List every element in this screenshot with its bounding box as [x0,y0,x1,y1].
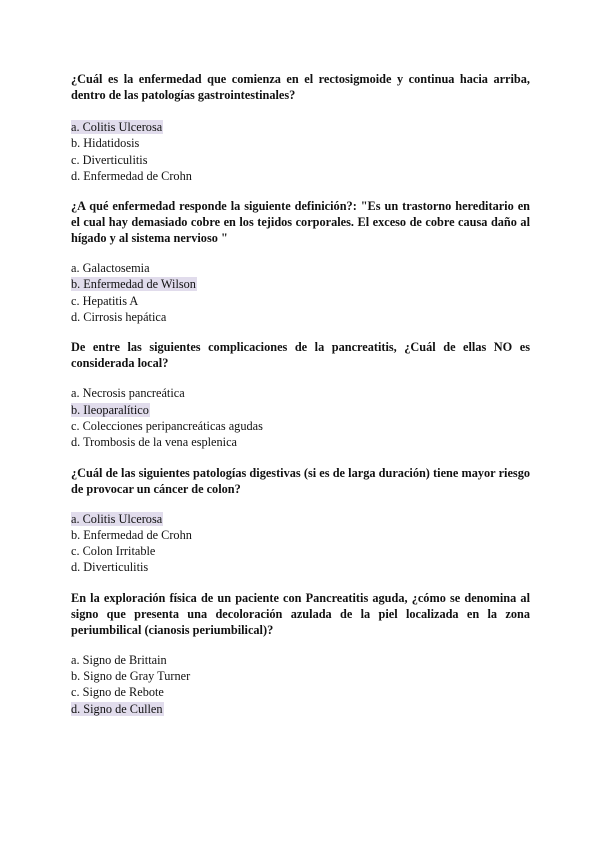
question-block-5 [71,590,530,717]
option-2a[interactable] [71,260,530,276]
question-text-2: ¿A qué enfermedad responde la siguiente definición?: "Es un trastorno hereditario en el cual hay demasiado cobre en los tejidos corporales. El exceso de cobre causa daño al hígado y al sistema nervioso " [71,199,530,246]
option-5c[interactable] [71,684,530,700]
option-label: c. Hepatitis A [71,293,139,308]
quiz-page [71,71,530,717]
option-3d[interactable] [71,434,530,450]
option-label: b. Enfermedad de Wilson [71,277,196,292]
option-1a[interactable] [71,119,530,135]
option-label: a. Colitis Ulcerosa [71,120,163,134]
option-3c[interactable] [71,418,530,434]
option-4c[interactable] [71,543,530,559]
option-1b[interactable] [71,135,530,151]
options-list-2 [71,260,530,325]
option-label: c. Colecciones peripancreáticas agudas [71,418,263,433]
option-label: b. Signo de Gray Turner [71,669,191,684]
option-3b[interactable] [71,402,530,418]
option-label: c. Signo de Rebote [71,685,164,700]
option-label: b. Hidatidosis [71,136,140,151]
option-3a[interactable] [71,385,530,401]
option-2b[interactable] [71,276,530,292]
question-block-4 [71,465,530,576]
question-text-4: ¿Cuál de las siguientes patologías digestivas (si es de larga duración) tiene mayor riesgo de provocar un cáncer de colon? [71,465,530,496]
question-text-5: En la exploración física de un paciente con Pancreatitis aguda, ¿cómo se denomina al signo que presenta una decoloración azulada de la piel localizada en la zona periumbilical (cianosis periumbilical)? [71,590,530,637]
option-5b[interactable] [71,668,530,684]
option-label: d. Signo de Cullen [71,701,163,716]
options-list-1 [71,119,530,184]
option-label: c. Diverticulitis [71,152,148,167]
options-list-3 [71,385,530,450]
question-block-2 [71,198,530,325]
option-4d[interactable] [71,559,530,575]
option-label: b. Enfermedad de Crohn [71,527,192,542]
option-label: d. Diverticulitis [71,560,149,575]
question-block-3 [71,339,530,450]
option-5d[interactable] [71,701,530,717]
option-label: a. Colitis Ulcerosa [71,511,163,526]
option-label: d. Cirrosis hepática [71,310,167,325]
option-label: d. Trombosis de la vena esplenica [71,435,237,450]
option-label: d. Enfermedad de Crohn [71,168,192,183]
question-block-1 [71,71,530,184]
option-label: c. Colon Irritable [71,544,156,559]
option-2c[interactable] [71,293,530,309]
option-2d[interactable] [71,309,530,325]
option-label: a. Necrosis pancreática [71,386,185,401]
option-label: a. Galactosemia [71,261,150,276]
options-list-4 [71,511,530,576]
option-5a[interactable] [71,652,530,668]
option-label: b. Ileoparalítico [71,402,149,417]
options-list-5 [71,652,530,717]
option-4b[interactable] [71,527,530,543]
option-1d[interactable] [71,168,530,184]
question-text-1: ¿Cuál es la enfermedad que comienza en el rectosigmoide y continua hacia arriba, dentro de las patologías gastrointestinales? [71,72,530,102]
question-text-3: De entre las siguientes complicaciones de la pancreatitis, ¿Cuál de ellas NO es considerada local? [71,340,530,371]
option-label: a. Signo de Brittain [71,652,167,667]
option-1c[interactable] [71,152,530,168]
option-4a[interactable] [71,511,530,527]
